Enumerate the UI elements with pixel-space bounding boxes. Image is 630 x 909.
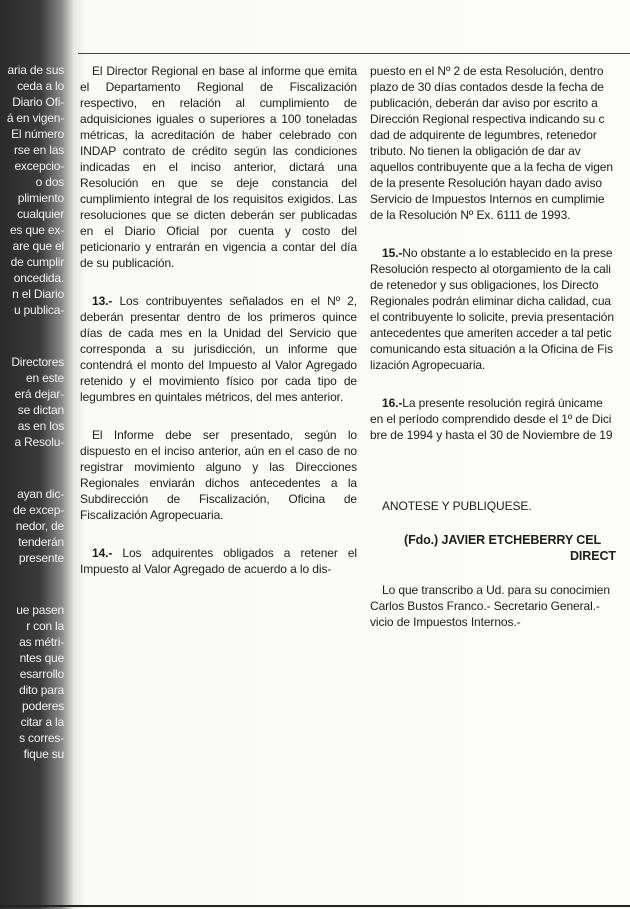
paragraph-number: 14.-: [92, 546, 113, 560]
fragment-line: de excep-: [13, 503, 64, 517]
paragraph-line: vicio de Impuestos Internos.-: [370, 615, 521, 629]
fragment-line: de cumplir: [10, 255, 64, 269]
paragraph-line: de retenedor y sus obligaciones, los Directo: [370, 278, 599, 292]
fragment-line: oncedida.: [13, 271, 64, 285]
fragment-line: as en los: [17, 419, 64, 433]
paragraph-line: lización Agropecuaria.: [370, 358, 486, 372]
paragraph-line: Regionales podrán eliminar dicha calidad, cua: [370, 294, 611, 308]
fragment-line: plimiento: [17, 191, 64, 205]
closing-paragraph: [370, 582, 630, 630]
paragraph-informe: El Informe debe ser presentado, según lo dispuesto en el inciso anterior, aún en el caso de no registrar movimiento alguno y las Direcciones Regionales enviarán dichos antecedentes a la Subdirección de Fiscalización, Oficina de Fiscalización Agropecuaria.: [80, 428, 357, 522]
fragment-line: á en vigen-: [6, 111, 64, 125]
header-rule: [78, 53, 630, 54]
signature-name: (Fdo.) JAVIER ETCHEBERRY CEL: [404, 533, 601, 547]
fragment-line: El número: [11, 127, 64, 141]
fragment-line: se dictan: [17, 403, 64, 417]
fragment-line: poderes: [22, 699, 64, 713]
center-column: [80, 63, 357, 577]
paragraph-director-regional: El Director Regional en base al informe que emita el Departamento Regional de Fiscalización respectivo, en relación al cumplimiento de adquisiciones iguales o superiores a 100 toneladas métricas, la acreditación de haber celebrado con INDAP contrato de crédito según las condiciones indicadas en el inciso anterior, dictará una Resolución en que se deje constancia del cumplimiento integral de los requisitos exigidos. Las resoluciones que se dicten deberán ser publicadas en el Diario Oficial por cuenta y costo del peticionario y entrarán en vigencia a contar del día de su publicación.: [80, 64, 357, 270]
paragraph-line: No obstante a lo establecido en la prese: [402, 246, 613, 260]
paragraph-text: Los adquirentes obligados a retener el Impuesto al Valor Agregado de acuerdo a lo dis-: [80, 546, 357, 576]
fragment-line: Directores: [11, 355, 64, 369]
fragment-line: o dos: [35, 175, 64, 189]
paragraph-line: bre de 1994 y hasta el 30 de Noviembre de 19: [370, 428, 613, 442]
signature-title: DIRECT: [570, 549, 616, 563]
paragraph-15: [370, 245, 630, 373]
fragment-line: citar a la: [20, 715, 64, 729]
paragraph-line: comunicando esta situación a la Oficina de Fis: [370, 342, 613, 356]
fragment-line: Diario Ofi-: [12, 95, 64, 109]
paragraph-line: de la presente Resolución hayan dado aviso: [370, 176, 602, 190]
fragment-line: presente: [18, 551, 64, 565]
fragment-line: esarrollo: [19, 667, 64, 681]
fragment-line: nedor, de: [15, 519, 64, 533]
paragraph-line: puesto en el Nº 2 de esta Resolución, dentro: [370, 64, 604, 78]
paragraph-continuation: [370, 63, 630, 223]
paragraph-13: [80, 293, 357, 405]
footer-rule: [0, 905, 630, 907]
paragraph-line: aquellos contribuyente que a la fecha de vigen: [370, 160, 613, 174]
paragraph-line: en el período comprendido desde el 1º de Dici: [370, 412, 612, 426]
fragment-line: r con la: [26, 619, 64, 633]
paragraph-16: [370, 395, 630, 443]
paragraph-line: Dirección Regional respectiva indicando su c: [370, 112, 605, 126]
paragraph-line: publicación, deberán dar aviso por escrito a: [370, 96, 598, 110]
fragment-line: ceda a lo: [17, 79, 64, 93]
right-column: [370, 63, 630, 630]
fragment-line: ue pasen: [16, 603, 64, 617]
paragraph-text: Los contribuyentes señalados en el Nº 2, deberán presentar dentro de los primeros quince días de cada mes en la Unidad del Servicio que corresponda a su jurisdicción, un informe que contendrá el monto del Impuesto al Valor Agregado retenido y el movimiento físico por cada tipo de legumbres en quintales métricos, del mes anterior.: [80, 294, 357, 404]
fragment-line: excepcio-: [14, 159, 64, 173]
fragment-line: s corres-: [19, 731, 64, 745]
paragraph-line: el contribuyente lo solicite, previa presentación: [370, 310, 614, 324]
fragment-line: ntes que: [19, 651, 64, 665]
fragment-line: aria de sus: [7, 63, 64, 77]
fragment-line: erá dejar-: [14, 387, 64, 401]
left-page-fragment: [0, 62, 68, 762]
fragment-line: a Resolu-: [14, 435, 64, 449]
fragment-line: tenderán: [18, 535, 64, 549]
paragraph-number: 15.-: [382, 246, 403, 260]
fragment-line: are que el: [12, 239, 64, 253]
anotese-publiquese: ANOTESE Y PUBLIQUESE.: [382, 499, 532, 513]
paragraph-line: plazo de 30 días contados desde la fecha de: [370, 80, 604, 94]
paragraph-line: de la Resolución Nº Ex. 6111 de 1993.: [370, 208, 571, 222]
paragraph-line: Servicio de Impuestos Internos en cumplimie: [370, 192, 605, 206]
fragment-line: as métri-: [19, 635, 64, 649]
paragraph-14: [80, 545, 357, 577]
fragment-line: u publica-: [13, 303, 64, 317]
paragraph-number: 16.-: [382, 396, 403, 410]
paragraph-line: Lo que transcribo a Ud. para su conocimien: [382, 583, 610, 597]
paragraph-line: Carlos Bustos Franco.- Secretario General.-: [370, 599, 600, 613]
fragment-line: en este: [26, 371, 64, 385]
fragment-line: es que ex-: [9, 223, 64, 237]
paragraph-line: dad de adquirente de legumbres, retenedor: [370, 128, 597, 142]
fragment-line: cualquier: [17, 207, 64, 221]
fragment-line: dito para: [19, 683, 64, 697]
paragraph-line: La presente resolución regirá únicame: [402, 396, 603, 410]
paragraph-line: antecedentes que ameriten acceder a tal petic: [370, 326, 612, 340]
fragment-line: rse en las: [13, 143, 64, 157]
fragment-line: ayan dic-: [17, 487, 64, 501]
fragment-line: fique su: [23, 747, 64, 761]
paragraph-line: tributo. No tienen la obligación de dar av: [370, 144, 581, 158]
fragment-line: n el Diario: [12, 287, 64, 301]
paragraph-line: Resolución respecto al otorgamiento de la cali: [370, 262, 611, 276]
paragraph-number: 13.-: [92, 294, 113, 308]
